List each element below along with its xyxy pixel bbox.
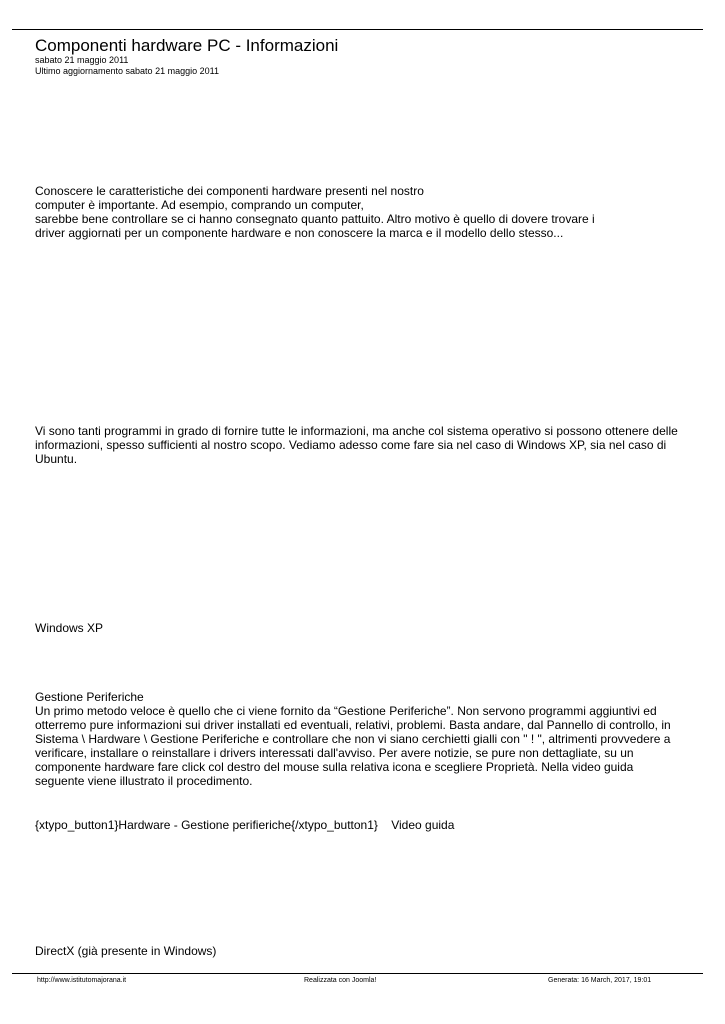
page-title: Componenti hardware PC - Informazioni: [35, 36, 339, 55]
intro-line: computer è importante. Ad esempio, comprando un computer,: [35, 198, 364, 212]
programs-line: Vi sono tanti programmi in grado di fornire tutte le informazioni, ma anche col sistema operativo si possono ottenere delle: [35, 424, 678, 438]
footer-generated: Generata: 16 March, 2017, 19:01: [548, 977, 652, 984]
programs-line: informazioni, spesso sufficienti al nostro scopo. Vediamo adesso come fare sia nel caso di Windows XP, sia nel caso di: [35, 438, 667, 452]
intro-line: Conoscere le caratteristiche dei componenti hardware presenti nel nostro: [35, 184, 424, 198]
updated-date: Ultimo aggiornamento sabato 21 maggio 2011: [35, 66, 219, 76]
device-manager-line: seguente viene illustrato il procedimento.: [35, 774, 253, 788]
programs-line: Ubuntu.: [35, 452, 78, 466]
programs-paragraph: [35, 424, 695, 466]
windows-xp-heading: Windows XP: [35, 621, 104, 635]
device-manager-heading: Gestione Periferiche: [35, 690, 144, 704]
footer-url[interactable]: http://www.istitutomajorana.it: [37, 977, 127, 984]
device-manager-line: otterremo pure informazioni sui driver installati ed eventuali, relativi, problemi. Basta andare, dal Pannello di controllo, in: [35, 718, 671, 732]
top-rule: [12, 29, 703, 30]
footer-rule: [12, 973, 703, 974]
intro-line: sarebbe bene controllare se ci hanno consegnato quanto pattuito. Altro motivo è quello di dovere trovare i: [35, 212, 595, 226]
device-manager-line: componente hardware fare click col destro del mouse sulla relativa icona e scegliere Proprietà. Nella video guida: [35, 760, 634, 774]
directx-heading: DirectX (già presente in Windows): [35, 944, 217, 958]
footer-made-with: Realizzata con Joomla!: [304, 977, 377, 984]
device-manager-paragraph: [35, 690, 695, 788]
intro-paragraph: [35, 184, 695, 240]
device-manager-line: verificare, installare o reinstallare i drivers interessati dall'avviso. Per avere notizie, se pure non dettagliate, su un: [35, 746, 634, 760]
video-guide-line: {xtypo_button1}Hardware - Gestione perifieriche{/xtypo_button1} Video guida: [35, 818, 455, 832]
intro-line: driver aggiornati per un componente hardware e non conoscere la marca e il modello dello stesso...: [35, 226, 564, 240]
device-manager-line: Un primo metodo veloce è quello che ci viene fornito da “Gestione Periferiche”. Non servono programmi aggiuntivi ed: [35, 704, 657, 718]
created-date: sabato 21 maggio 2011: [35, 55, 129, 65]
device-manager-line: Sistema \ Hardware \ Gestione Periferiche e controllare che non vi siano cerchietti gialli con " ! ", altrimenti provvedere a: [35, 732, 671, 746]
